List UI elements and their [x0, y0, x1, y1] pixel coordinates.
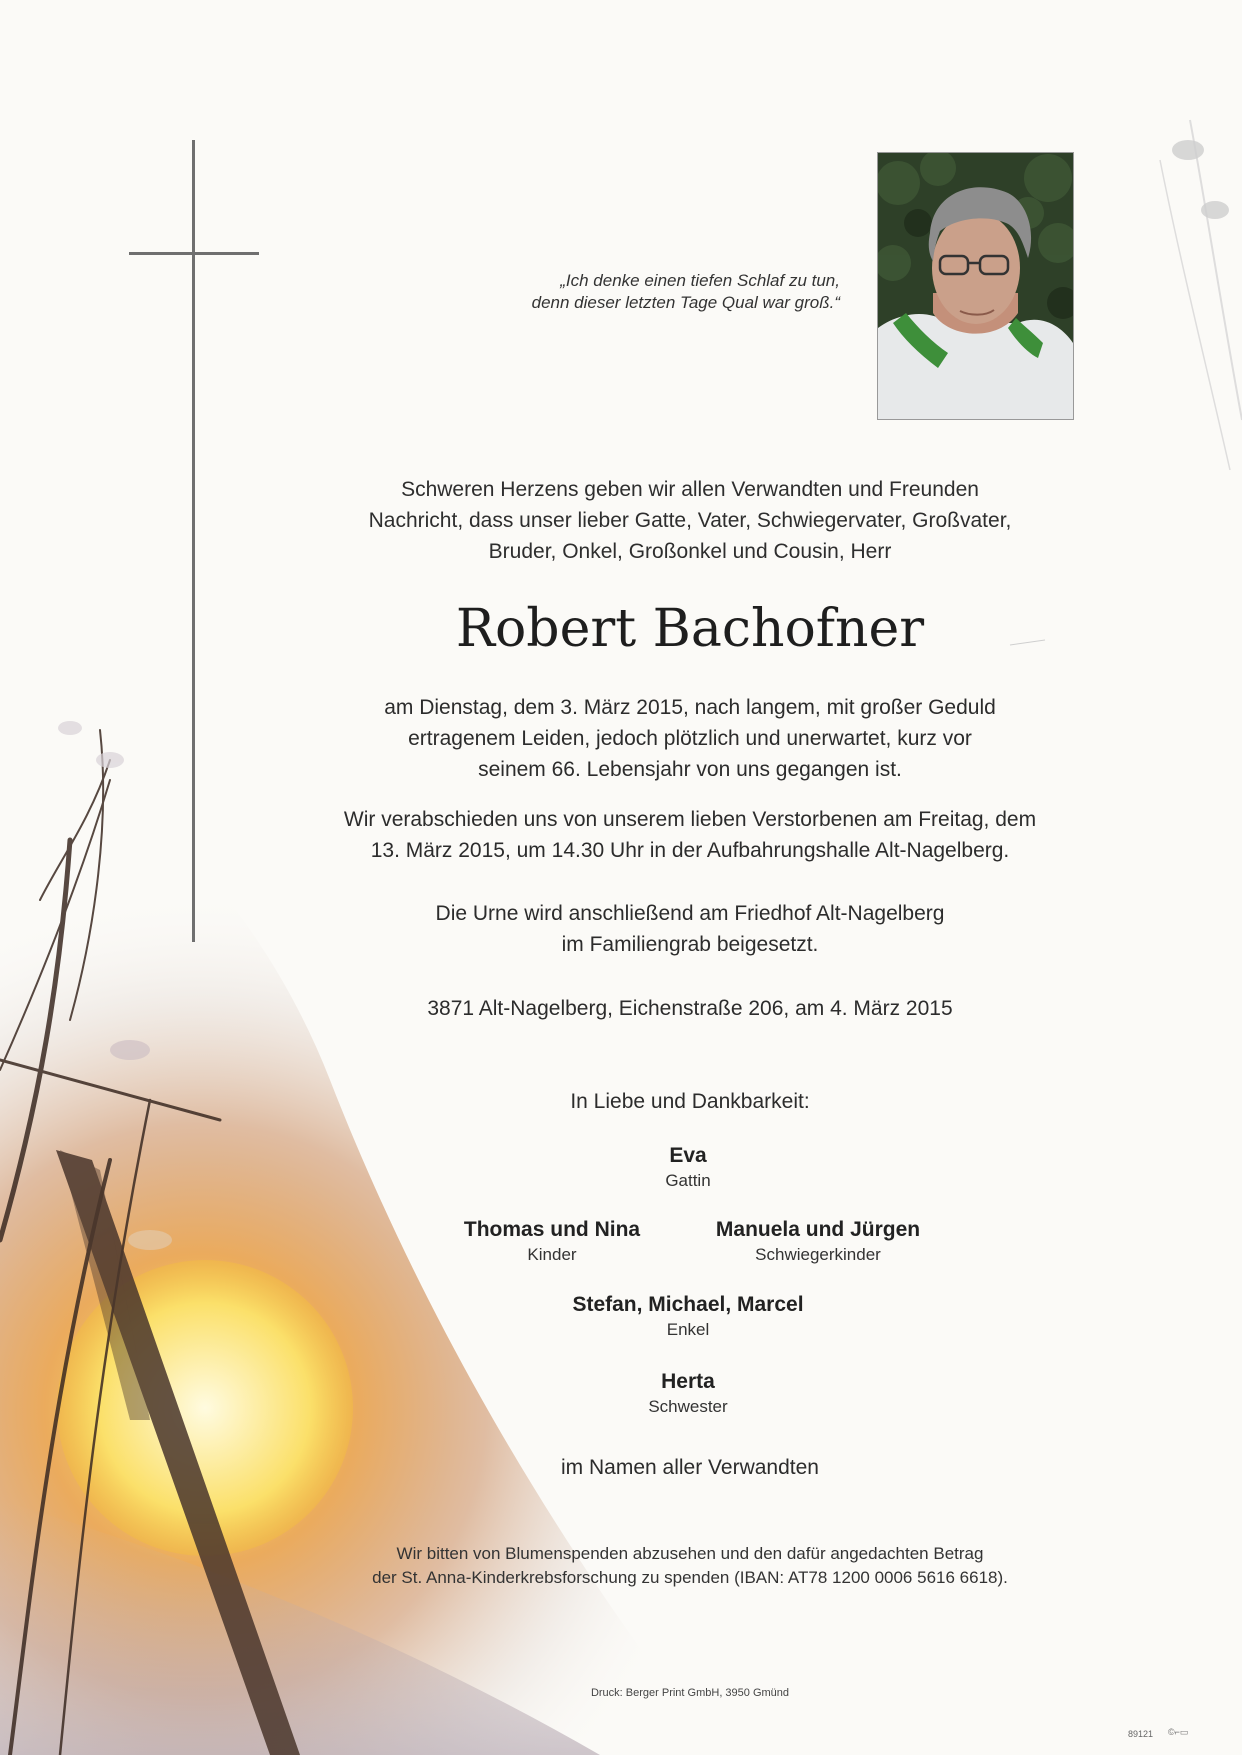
mourner-role: Schwiegerkinder: [755, 1245, 881, 1264]
mourner-name: Herta: [661, 1370, 715, 1393]
mourner-role: Schwester: [648, 1397, 728, 1416]
quote-line: „Ich denke einen tiefen Schlaf zu tun,: [560, 271, 840, 290]
mourner-role: Kinder: [527, 1245, 577, 1264]
cross-vertical-bar: [192, 140, 195, 942]
closing-line: In Liebe und Dankbarkeit:: [570, 1090, 810, 1113]
place-date-line: 3871 Alt-Nagelberg, Eichenstraße 206, am 4. März 2015: [427, 997, 953, 1020]
death-line: seinem 66. Lebensjahr von uns gegangen ist.: [478, 758, 902, 781]
mourner-children: [432, 1216, 672, 1266]
printer-credit: Druck: Berger Print GmbH, 3950 Gmünd: [590, 1687, 790, 1699]
mourner-inlaws: [688, 1216, 948, 1266]
mourner-name: Manuela und Jürgen: [715, 1218, 921, 1241]
printer-logo-icon: ©⌐▭: [1168, 1727, 1189, 1737]
mourner-spouse: [538, 1142, 838, 1192]
mourner-role: Enkel: [666, 1320, 710, 1339]
closing-text: [290, 1086, 1090, 1117]
death-line: ertragenem Leiden, jedoch plötzlich und unerwartet, kurz vor: [408, 727, 972, 750]
mourner-sister: [538, 1368, 838, 1418]
mourner-name: Thomas und Nina: [463, 1218, 641, 1241]
deceased-portrait-photo: [877, 152, 1074, 420]
burial-text: [290, 898, 1090, 960]
farewell-line: 13. März 2015, um 14.30 Uhr in der Aufbahrungshalle Alt-Nagelberg.: [370, 839, 1010, 862]
relatives-text: [290, 1452, 1090, 1483]
donation-line: der St. Anna-Kinderkrebsforschung zu spenden (IBAN: AT78 1200 0006 5616 6618).: [372, 1568, 1008, 1587]
cross-horizontal-bar: [129, 252, 259, 255]
intro-line: Bruder, Onkel, Großonkel und Cousin, Herr: [488, 540, 892, 563]
burial-line: im Familiengrab beigesetzt.: [561, 933, 819, 956]
intro-line: Nachricht, dass unser lieber Gatte, Vater, Schwiegervater, Großvater,: [368, 509, 1012, 532]
death-notice-text: [290, 692, 1090, 785]
intro-text: [290, 474, 1090, 567]
donation-line: Wir bitten von Blumenspenden abzusehen und den dafür angedachten Betrag: [396, 1544, 984, 1563]
burial-line: Die Urne wird anschließend am Friedhof Alt-Nagelberg: [435, 902, 945, 925]
deceased-name: Robert Bachofner: [455, 599, 925, 659]
death-line: am Dienstag, dem 3. März 2015, nach langem, mit großer Geduld: [384, 696, 996, 719]
farewell-text: [290, 804, 1090, 866]
place-date: [290, 993, 1090, 1024]
relatives-line: im Namen aller Verwandten: [561, 1456, 819, 1479]
farewell-line: Wir verabschieden uns von unserem lieben Verstorbenen am Freitag, dem: [343, 808, 1037, 831]
memorial-quote: [440, 270, 840, 314]
mourner-name: Eva: [669, 1144, 707, 1167]
quote-line: denn dieser letzten Tage Qual war groß.“: [531, 293, 840, 312]
form-code: 89121: [1128, 1729, 1154, 1739]
donation-text: [290, 1542, 1090, 1590]
mourner-role: Gattin: [665, 1171, 711, 1190]
mourner-grandchildren: [538, 1291, 838, 1341]
intro-line: Schweren Herzens geben wir allen Verwandten und Freunden: [401, 478, 979, 501]
mourner-name: Stefan, Michael, Marcel: [572, 1293, 804, 1316]
